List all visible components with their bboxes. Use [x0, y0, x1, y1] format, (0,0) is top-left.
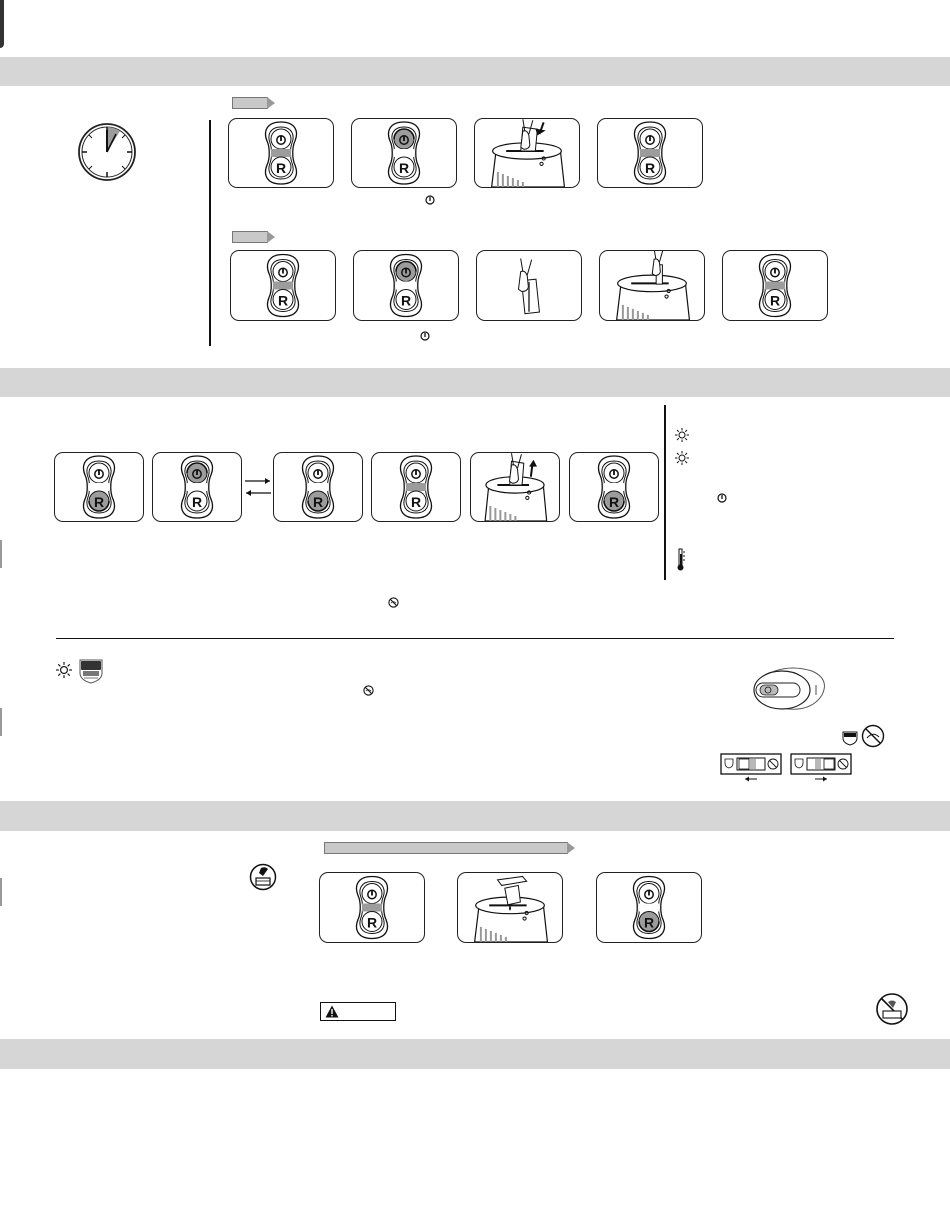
- panel-illustration: [723, 251, 827, 320]
- rocker-switch-graphic: [84, 456, 115, 518]
- rocker-switch-graphic: [635, 122, 666, 184]
- switch-panel: [722, 250, 828, 321]
- safesense-on-icon: [841, 728, 859, 746]
- rocker-switch-graphic: [599, 456, 630, 518]
- power-symbol-icon: [420, 331, 430, 341]
- margin-mark: [0, 540, 2, 568]
- panel-illustration: [274, 453, 362, 521]
- sun-icon: [675, 451, 689, 465]
- sun-icon: [675, 428, 689, 442]
- switch-panel: [597, 118, 703, 188]
- section-band-1: [0, 57, 950, 86]
- rocker-switch-graphic: [391, 255, 422, 317]
- panel-illustration: [320, 873, 424, 942]
- oil-can-icon: [249, 863, 277, 891]
- reverse-letter: R: [93, 494, 105, 510]
- panel-illustration: [570, 453, 658, 521]
- reverse-letter: R: [608, 494, 620, 510]
- reverse-letter: R: [277, 292, 289, 309]
- oil-steps-tag: [324, 842, 568, 854]
- hand-holding-card-panel: [476, 250, 582, 321]
- shredder-paper-reverse-panel: [470, 452, 560, 522]
- step-tag-1: [232, 97, 268, 109]
- panel-illustration: [475, 119, 579, 187]
- panel-illustration: [153, 453, 241, 521]
- power-symbol-icon: [717, 493, 727, 503]
- switch-panel: [273, 452, 363, 522]
- reverse-letter: R: [410, 494, 422, 510]
- panel-illustration: [458, 873, 562, 942]
- panel-illustration: [600, 251, 704, 320]
- toggle-arrows-icon: [242, 475, 274, 499]
- reverse-letter: R: [769, 292, 781, 309]
- panel-illustration: [471, 453, 559, 521]
- reverse-letter: R: [312, 494, 324, 510]
- reverse-letter: R: [366, 914, 378, 931]
- section-2-divider: [664, 405, 666, 580]
- power-symbol-icon: [425, 195, 435, 205]
- reverse-letter: R: [275, 160, 287, 176]
- rocker-switch-graphic: [268, 255, 299, 317]
- rocker-switch-graphic: [182, 456, 213, 518]
- switch-panel: [569, 452, 659, 522]
- panel-illustration: [372, 453, 460, 521]
- switch-panel: [152, 452, 242, 522]
- shredder-insert-paper-panel: [474, 118, 580, 188]
- thermometer-icon: [676, 548, 686, 572]
- rocker-switch-graphic: [760, 255, 791, 317]
- rocker-switch-graphic: [389, 122, 420, 184]
- safesense-switch-on-diagram: [720, 752, 782, 782]
- panel-illustration: [55, 453, 143, 521]
- section-2-rule: [56, 638, 894, 639]
- section-band-2: [0, 368, 950, 397]
- reverse-letter: R: [398, 160, 410, 176]
- section-band-3: [0, 801, 950, 831]
- safesense-off-icon: [861, 724, 885, 748]
- shredder-graphic: [617, 275, 690, 320]
- clock-icon: [76, 120, 138, 184]
- panel-illustration: [598, 119, 702, 187]
- no-entry-icon: [363, 685, 374, 696]
- warning-triangle-icon: [325, 1005, 339, 1018]
- safesense-shield-icon: [78, 658, 104, 684]
- panel-illustration: [354, 251, 458, 320]
- switch-panel: [353, 250, 459, 321]
- section-band-4: [0, 1039, 950, 1069]
- switch-panel: [371, 452, 461, 522]
- sun-icon: [56, 662, 72, 678]
- no-entry-icon: [388, 597, 399, 608]
- reverse-letter: R: [400, 292, 412, 309]
- reverse-letter: R: [644, 160, 656, 176]
- panel-illustration: [477, 251, 581, 320]
- switch-panel: [596, 872, 702, 943]
- panel-illustration: [229, 119, 333, 187]
- switch-panel: [54, 452, 144, 522]
- reverse-letter: R: [191, 494, 203, 510]
- margin-mark: [0, 708, 2, 736]
- page-tab-corner: [0, 0, 4, 48]
- rocker-switch-graphic: [303, 456, 334, 518]
- caution-label-box: [320, 1002, 396, 1021]
- switch-panel: [228, 118, 334, 188]
- switch-panel: [351, 118, 457, 188]
- rocker-switch-graphic: [401, 456, 432, 518]
- no-aerosol-oil-icon: [874, 992, 910, 1026]
- rocker-switch-graphic: [357, 877, 388, 939]
- safesense-switch-off-diagram: [790, 752, 852, 782]
- panel-illustration: [597, 873, 701, 942]
- rocker-switch-graphic: [266, 122, 297, 184]
- safesense-slider-detail-icon: [750, 665, 830, 715]
- rocker-switch-graphic: [634, 877, 665, 939]
- shredder-oil-panel: [457, 872, 563, 943]
- switch-panel: [230, 250, 336, 321]
- shredder-insert-card-panel: [599, 250, 705, 321]
- switch-panel: [319, 872, 425, 943]
- panel-illustration: [231, 251, 335, 320]
- step-tag-2: [232, 231, 268, 243]
- section-1-divider: [209, 120, 211, 346]
- panel-illustration: [352, 119, 456, 187]
- margin-mark: [0, 878, 2, 906]
- reverse-letter: R: [643, 914, 655, 931]
